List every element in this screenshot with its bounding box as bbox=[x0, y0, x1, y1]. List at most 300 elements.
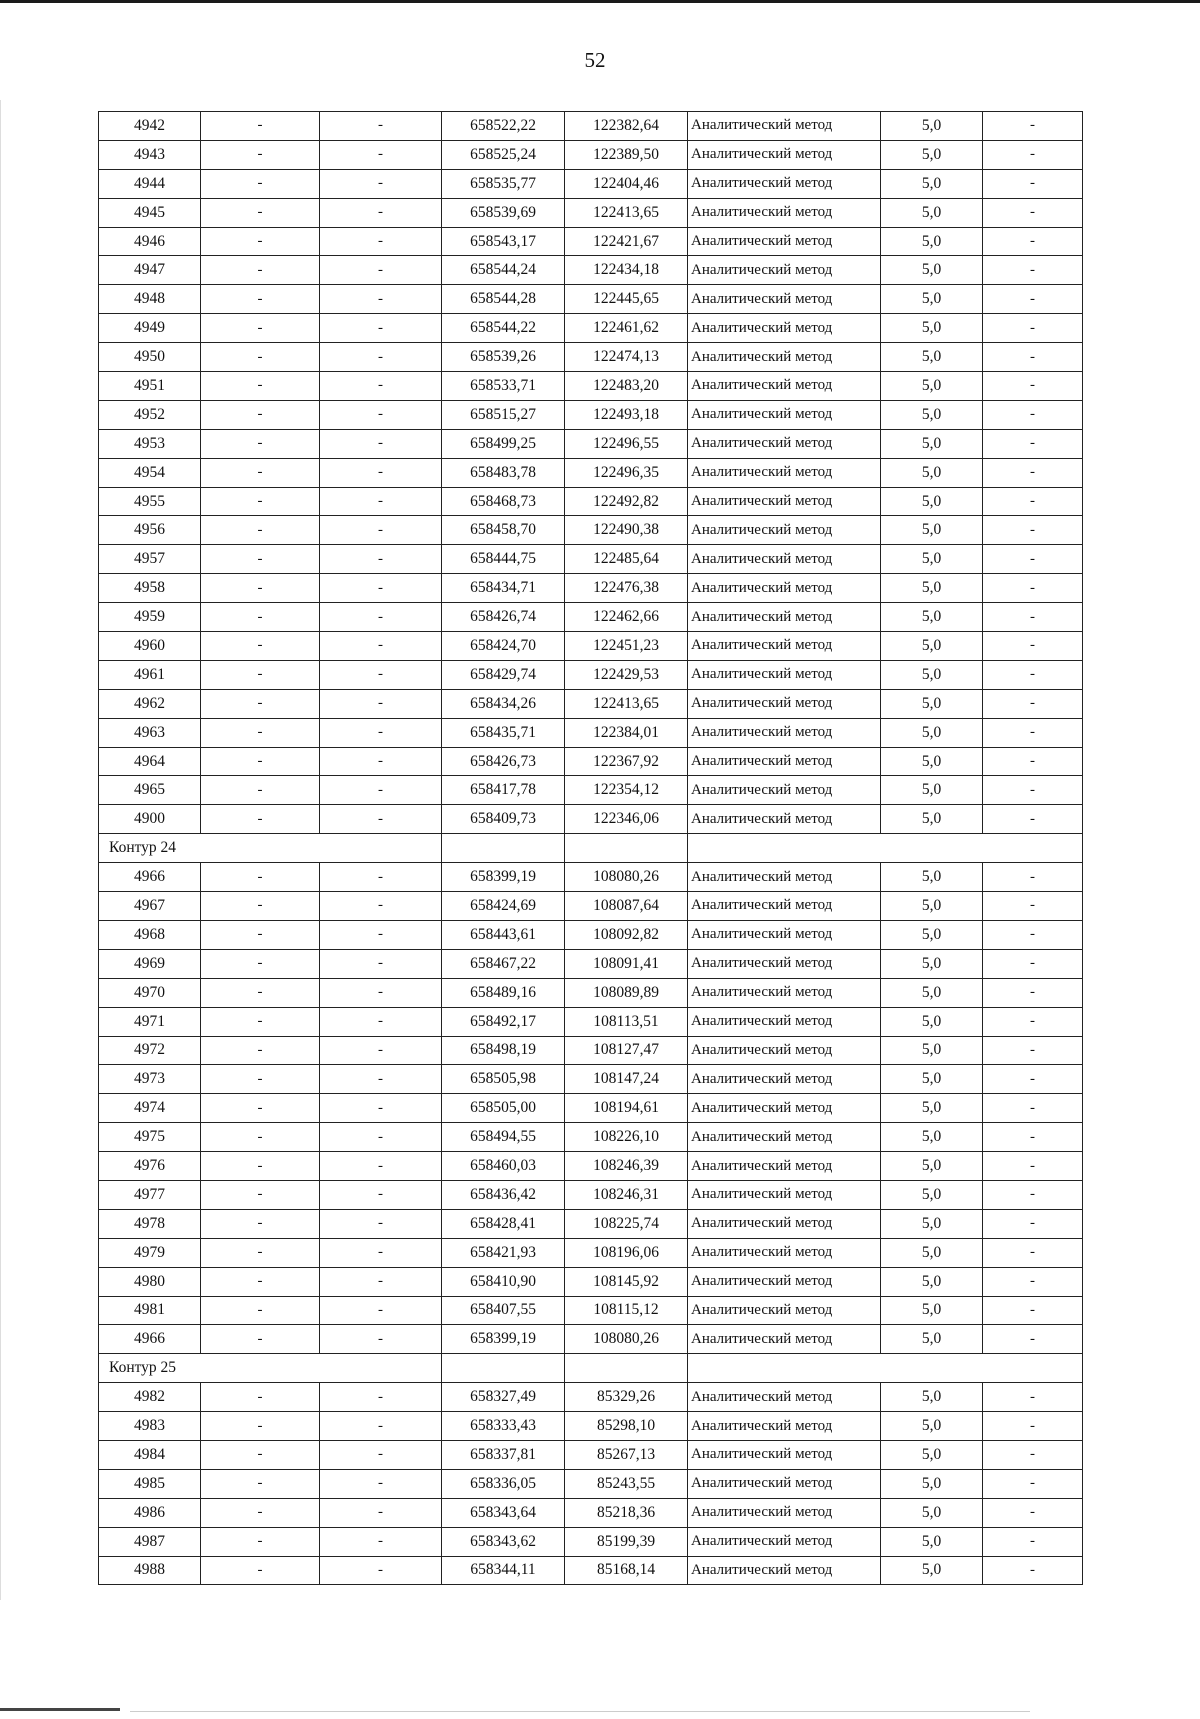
point-number-cell: 4973 bbox=[99, 1065, 201, 1094]
scan-bottom-line bbox=[130, 1711, 1030, 1712]
method-cell: Аналитический метод bbox=[688, 603, 881, 632]
empty-coordinate-cell: - bbox=[201, 1556, 320, 1585]
empty-coordinate-cell: - bbox=[320, 1412, 442, 1441]
empty-coordinate-cell: - bbox=[320, 112, 442, 141]
accuracy-cell: 5,0 bbox=[881, 892, 983, 921]
accuracy-cell: 5,0 bbox=[881, 400, 983, 429]
table-row bbox=[99, 545, 1083, 574]
empty-coordinate-cell: - bbox=[320, 1036, 442, 1065]
point-number-cell: 4966 bbox=[99, 863, 201, 892]
table-row bbox=[99, 1469, 1083, 1498]
empty-coordinate-cell: - bbox=[201, 1527, 320, 1556]
accuracy-cell: 5,0 bbox=[881, 1556, 983, 1585]
y-coordinate-cell: 108225,74 bbox=[565, 1209, 688, 1238]
method-cell: Аналитический метод bbox=[688, 718, 881, 747]
table-row bbox=[99, 603, 1083, 632]
empty-coordinate-cell: - bbox=[320, 747, 442, 776]
note-cell: - bbox=[983, 1325, 1083, 1354]
accuracy-cell: 5,0 bbox=[881, 314, 983, 343]
empty-coordinate-cell: - bbox=[201, 1498, 320, 1527]
point-number-cell: 4957 bbox=[99, 545, 201, 574]
y-coordinate-cell: 122485,64 bbox=[565, 545, 688, 574]
table-row bbox=[99, 372, 1083, 401]
point-number-cell: 4972 bbox=[99, 1036, 201, 1065]
note-cell: - bbox=[983, 660, 1083, 689]
point-number-cell: 4984 bbox=[99, 1440, 201, 1469]
empty-coordinate-cell: - bbox=[201, 718, 320, 747]
coordinates-table bbox=[98, 111, 1083, 1585]
y-coordinate-cell: 122434,18 bbox=[565, 256, 688, 285]
table-row bbox=[99, 1238, 1083, 1267]
empty-coordinate-cell: - bbox=[320, 256, 442, 285]
method-cell: Аналитический метод bbox=[688, 1469, 881, 1498]
method-cell: Аналитический метод bbox=[688, 1094, 881, 1123]
y-coordinate-cell: 108194,61 bbox=[565, 1094, 688, 1123]
empty-coordinate-cell: - bbox=[201, 198, 320, 227]
y-coordinate-cell: 122445,65 bbox=[565, 285, 688, 314]
point-number-cell: 4968 bbox=[99, 920, 201, 949]
accuracy-cell: 5,0 bbox=[881, 169, 983, 198]
table-row bbox=[99, 198, 1083, 227]
note-cell: - bbox=[983, 574, 1083, 603]
y-coordinate-cell: 122413,65 bbox=[565, 689, 688, 718]
table-row bbox=[99, 458, 1083, 487]
empty-coordinate-cell: - bbox=[320, 1498, 442, 1527]
x-coordinate-cell: 658539,69 bbox=[442, 198, 565, 227]
empty-coordinate-cell: - bbox=[320, 1152, 442, 1181]
x-coordinate-cell: 658443,61 bbox=[442, 920, 565, 949]
x-coordinate-cell: 658468,73 bbox=[442, 487, 565, 516]
accuracy-cell: 5,0 bbox=[881, 1094, 983, 1123]
note-cell: - bbox=[983, 112, 1083, 141]
empty-coordinate-cell: - bbox=[320, 429, 442, 458]
note-cell: - bbox=[983, 1094, 1083, 1123]
accuracy-cell: 5,0 bbox=[881, 603, 983, 632]
empty-coordinate-cell: - bbox=[320, 1065, 442, 1094]
note-cell: - bbox=[983, 1296, 1083, 1325]
note-cell: - bbox=[983, 920, 1083, 949]
empty-coordinate-cell: - bbox=[201, 1123, 320, 1152]
note-cell: - bbox=[983, 256, 1083, 285]
empty-coordinate-cell: - bbox=[320, 458, 442, 487]
empty-coordinate-cell: - bbox=[320, 805, 442, 834]
point-number-cell: 4949 bbox=[99, 314, 201, 343]
empty-coordinate-cell: - bbox=[320, 227, 442, 256]
empty-coordinate-cell: - bbox=[201, 112, 320, 141]
table-row bbox=[99, 169, 1083, 198]
y-coordinate-cell: 85199,39 bbox=[565, 1527, 688, 1556]
point-number-cell: 4954 bbox=[99, 458, 201, 487]
method-cell: Аналитический метод bbox=[688, 487, 881, 516]
empty-coordinate-cell: - bbox=[320, 487, 442, 516]
empty-coordinate-cell: - bbox=[201, 487, 320, 516]
empty-coordinate-cell: - bbox=[201, 1325, 320, 1354]
point-number-cell: 4944 bbox=[99, 169, 201, 198]
y-coordinate-cell: 122492,82 bbox=[565, 487, 688, 516]
point-number-cell: 4946 bbox=[99, 227, 201, 256]
y-coordinate-cell: 122429,53 bbox=[565, 660, 688, 689]
x-coordinate-cell: 658424,70 bbox=[442, 632, 565, 661]
method-cell: Аналитический метод bbox=[688, 1556, 881, 1585]
accuracy-cell: 5,0 bbox=[881, 487, 983, 516]
x-coordinate-cell: 658410,90 bbox=[442, 1267, 565, 1296]
y-coordinate-cell: 108087,64 bbox=[565, 892, 688, 921]
empty-coordinate-cell: - bbox=[201, 1440, 320, 1469]
method-cell: Аналитический метод bbox=[688, 1152, 881, 1181]
note-cell: - bbox=[983, 863, 1083, 892]
method-cell: Аналитический метод bbox=[688, 689, 881, 718]
method-cell: Аналитический метод bbox=[688, 747, 881, 776]
point-number-cell: 4980 bbox=[99, 1267, 201, 1296]
method-cell: Аналитический метод bbox=[688, 429, 881, 458]
method-cell: Аналитический метод bbox=[688, 400, 881, 429]
x-coordinate-cell: 658436,42 bbox=[442, 1180, 565, 1209]
y-coordinate-cell: 85168,14 bbox=[565, 1556, 688, 1585]
note-cell: - bbox=[983, 400, 1083, 429]
note-cell: - bbox=[983, 198, 1083, 227]
accuracy-cell: 5,0 bbox=[881, 1152, 983, 1181]
accuracy-cell: 5,0 bbox=[881, 1498, 983, 1527]
empty-coordinate-cell: - bbox=[201, 516, 320, 545]
y-coordinate-cell: 122462,66 bbox=[565, 603, 688, 632]
empty-coordinate-cell: - bbox=[320, 1267, 442, 1296]
point-number-cell: 4969 bbox=[99, 949, 201, 978]
method-cell: Аналитический метод bbox=[688, 112, 881, 141]
x-coordinate-cell: 658343,64 bbox=[442, 1498, 565, 1527]
x-coordinate-cell: 658434,71 bbox=[442, 574, 565, 603]
point-number-cell: 4986 bbox=[99, 1498, 201, 1527]
empty-coordinate-cell: - bbox=[320, 314, 442, 343]
x-coordinate-cell: 658399,19 bbox=[442, 863, 565, 892]
empty-coordinate-cell: - bbox=[201, 227, 320, 256]
accuracy-cell: 5,0 bbox=[881, 1238, 983, 1267]
x-coordinate-cell: 658460,03 bbox=[442, 1152, 565, 1181]
table-row bbox=[99, 487, 1083, 516]
note-cell: - bbox=[983, 632, 1083, 661]
method-cell: Аналитический метод bbox=[688, 1412, 881, 1441]
method-cell: Аналитический метод bbox=[688, 574, 881, 603]
contour-empty-cell bbox=[688, 1354, 1083, 1383]
empty-coordinate-cell: - bbox=[201, 776, 320, 805]
accuracy-cell: 5,0 bbox=[881, 285, 983, 314]
empty-coordinate-cell: - bbox=[201, 372, 320, 401]
y-coordinate-cell: 85298,10 bbox=[565, 1412, 688, 1441]
method-cell: Аналитический метод bbox=[688, 516, 881, 545]
table-row bbox=[99, 660, 1083, 689]
note-cell: - bbox=[983, 718, 1083, 747]
empty-coordinate-cell: - bbox=[201, 920, 320, 949]
method-cell: Аналитический метод bbox=[688, 1296, 881, 1325]
empty-coordinate-cell: - bbox=[320, 574, 442, 603]
x-coordinate-cell: 658544,22 bbox=[442, 314, 565, 343]
y-coordinate-cell: 122354,12 bbox=[565, 776, 688, 805]
method-cell: Аналитический метод bbox=[688, 805, 881, 834]
empty-coordinate-cell: - bbox=[320, 920, 442, 949]
accuracy-cell: 5,0 bbox=[881, 1527, 983, 1556]
table-row bbox=[99, 140, 1083, 169]
table-row bbox=[99, 863, 1083, 892]
y-coordinate-cell: 122367,92 bbox=[565, 747, 688, 776]
contour-header-row bbox=[99, 834, 1083, 863]
contour-empty-cell bbox=[688, 834, 1083, 863]
scan-bottom-mark bbox=[0, 1708, 120, 1711]
note-cell: - bbox=[983, 1007, 1083, 1036]
accuracy-cell: 5,0 bbox=[881, 1440, 983, 1469]
method-cell: Аналитический метод bbox=[688, 660, 881, 689]
method-cell: Аналитический метод bbox=[688, 227, 881, 256]
method-cell: Аналитический метод bbox=[688, 1498, 881, 1527]
empty-coordinate-cell: - bbox=[320, 1440, 442, 1469]
accuracy-cell: 5,0 bbox=[881, 1296, 983, 1325]
point-number-cell: 4976 bbox=[99, 1152, 201, 1181]
method-cell: Аналитический метод bbox=[688, 256, 881, 285]
point-number-cell: 4961 bbox=[99, 660, 201, 689]
y-coordinate-cell: 108080,26 bbox=[565, 863, 688, 892]
empty-coordinate-cell: - bbox=[201, 1094, 320, 1123]
table-row bbox=[99, 112, 1083, 141]
y-coordinate-cell: 122474,13 bbox=[565, 343, 688, 372]
empty-coordinate-cell: - bbox=[201, 400, 320, 429]
x-coordinate-cell: 658337,81 bbox=[442, 1440, 565, 1469]
contour-header-row bbox=[99, 1354, 1083, 1383]
x-coordinate-cell: 658467,22 bbox=[442, 949, 565, 978]
table-row bbox=[99, 429, 1083, 458]
empty-coordinate-cell: - bbox=[201, 314, 320, 343]
note-cell: - bbox=[983, 1469, 1083, 1498]
x-coordinate-cell: 658489,16 bbox=[442, 978, 565, 1007]
empty-coordinate-cell: - bbox=[320, 776, 442, 805]
y-coordinate-cell: 85243,55 bbox=[565, 1469, 688, 1498]
point-number-cell: 4959 bbox=[99, 603, 201, 632]
method-cell: Аналитический метод bbox=[688, 1383, 881, 1412]
x-coordinate-cell: 658525,24 bbox=[442, 140, 565, 169]
empty-coordinate-cell: - bbox=[201, 1238, 320, 1267]
table-row bbox=[99, 285, 1083, 314]
point-number-cell: 4978 bbox=[99, 1209, 201, 1238]
accuracy-cell: 5,0 bbox=[881, 718, 983, 747]
y-coordinate-cell: 122413,65 bbox=[565, 198, 688, 227]
empty-coordinate-cell: - bbox=[320, 949, 442, 978]
method-cell: Аналитический метод bbox=[688, 776, 881, 805]
scan-top-edge bbox=[0, 0, 1200, 3]
empty-coordinate-cell: - bbox=[201, 805, 320, 834]
contour-empty-x-cell bbox=[442, 1354, 565, 1383]
note-cell: - bbox=[983, 1498, 1083, 1527]
x-coordinate-cell: 658544,24 bbox=[442, 256, 565, 285]
x-coordinate-cell: 658429,74 bbox=[442, 660, 565, 689]
table-row bbox=[99, 1007, 1083, 1036]
note-cell: - bbox=[983, 1123, 1083, 1152]
table-row bbox=[99, 1527, 1083, 1556]
note-cell: - bbox=[983, 776, 1083, 805]
note-cell: - bbox=[983, 169, 1083, 198]
contour-empty-y-cell bbox=[565, 834, 688, 863]
accuracy-cell: 5,0 bbox=[881, 689, 983, 718]
note-cell: - bbox=[983, 314, 1083, 343]
table-row bbox=[99, 1325, 1083, 1354]
y-coordinate-cell: 85218,36 bbox=[565, 1498, 688, 1527]
accuracy-cell: 5,0 bbox=[881, 920, 983, 949]
table-row bbox=[99, 1209, 1083, 1238]
y-coordinate-cell: 122389,50 bbox=[565, 140, 688, 169]
empty-coordinate-cell: - bbox=[320, 1007, 442, 1036]
x-coordinate-cell: 658543,17 bbox=[442, 227, 565, 256]
note-cell: - bbox=[983, 1527, 1083, 1556]
empty-coordinate-cell: - bbox=[201, 660, 320, 689]
empty-coordinate-cell: - bbox=[320, 1527, 442, 1556]
table-row bbox=[99, 892, 1083, 921]
method-cell: Аналитический метод bbox=[688, 545, 881, 574]
point-number-cell: 4965 bbox=[99, 776, 201, 805]
accuracy-cell: 5,0 bbox=[881, 372, 983, 401]
y-coordinate-cell: 122421,67 bbox=[565, 227, 688, 256]
accuracy-cell: 5,0 bbox=[881, 1267, 983, 1296]
table-row bbox=[99, 1094, 1083, 1123]
table-row bbox=[99, 343, 1083, 372]
method-cell: Аналитический метод bbox=[688, 949, 881, 978]
empty-coordinate-cell: - bbox=[320, 1209, 442, 1238]
x-coordinate-cell: 658399,19 bbox=[442, 1325, 565, 1354]
accuracy-cell: 5,0 bbox=[881, 140, 983, 169]
method-cell: Аналитический метод bbox=[688, 632, 881, 661]
x-coordinate-cell: 658343,62 bbox=[442, 1527, 565, 1556]
accuracy-cell: 5,0 bbox=[881, 949, 983, 978]
accuracy-cell: 5,0 bbox=[881, 1383, 983, 1412]
page-number: 52 bbox=[584, 48, 606, 72]
point-number-cell: 4982 bbox=[99, 1383, 201, 1412]
contour-empty-y-cell bbox=[565, 1354, 688, 1383]
point-number-cell: 4953 bbox=[99, 429, 201, 458]
point-number-cell: 4983 bbox=[99, 1412, 201, 1441]
empty-coordinate-cell: - bbox=[201, 632, 320, 661]
point-number-cell: 4945 bbox=[99, 198, 201, 227]
y-coordinate-cell: 122346,06 bbox=[565, 805, 688, 834]
point-number-cell: 4967 bbox=[99, 892, 201, 921]
empty-coordinate-cell: - bbox=[320, 660, 442, 689]
empty-coordinate-cell: - bbox=[201, 256, 320, 285]
empty-coordinate-cell: - bbox=[201, 1296, 320, 1325]
empty-coordinate-cell: - bbox=[320, 603, 442, 632]
empty-coordinate-cell: - bbox=[320, 1325, 442, 1354]
method-cell: Аналитический метод bbox=[688, 920, 881, 949]
empty-coordinate-cell: - bbox=[201, 892, 320, 921]
x-coordinate-cell: 658483,78 bbox=[442, 458, 565, 487]
empty-coordinate-cell: - bbox=[201, 169, 320, 198]
note-cell: - bbox=[983, 285, 1083, 314]
table-row bbox=[99, 1065, 1083, 1094]
y-coordinate-cell: 108147,24 bbox=[565, 1065, 688, 1094]
x-coordinate-cell: 658336,05 bbox=[442, 1469, 565, 1498]
method-cell: Аналитический метод bbox=[688, 1267, 881, 1296]
empty-coordinate-cell: - bbox=[320, 1123, 442, 1152]
y-coordinate-cell: 122490,38 bbox=[565, 516, 688, 545]
note-cell: - bbox=[983, 1036, 1083, 1065]
table-row bbox=[99, 1412, 1083, 1441]
y-coordinate-cell: 108089,89 bbox=[565, 978, 688, 1007]
method-cell: Аналитический метод bbox=[688, 169, 881, 198]
accuracy-cell: 5,0 bbox=[881, 256, 983, 285]
accuracy-cell: 5,0 bbox=[881, 776, 983, 805]
empty-coordinate-cell: - bbox=[320, 892, 442, 921]
y-coordinate-cell: 122461,62 bbox=[565, 314, 688, 343]
accuracy-cell: 5,0 bbox=[881, 458, 983, 487]
point-number-cell: 4950 bbox=[99, 343, 201, 372]
empty-coordinate-cell: - bbox=[201, 545, 320, 574]
table-row bbox=[99, 574, 1083, 603]
empty-coordinate-cell: - bbox=[201, 429, 320, 458]
point-number-cell: 4962 bbox=[99, 689, 201, 718]
method-cell: Аналитический метод bbox=[688, 1527, 881, 1556]
point-number-cell: 4948 bbox=[99, 285, 201, 314]
x-coordinate-cell: 658428,41 bbox=[442, 1209, 565, 1238]
note-cell: - bbox=[983, 1238, 1083, 1267]
note-cell: - bbox=[983, 1412, 1083, 1441]
x-coordinate-cell: 658424,69 bbox=[442, 892, 565, 921]
point-number-cell: 4951 bbox=[99, 372, 201, 401]
accuracy-cell: 5,0 bbox=[881, 747, 983, 776]
note-cell: - bbox=[983, 1440, 1083, 1469]
note-cell: - bbox=[983, 603, 1083, 632]
y-coordinate-cell: 122451,23 bbox=[565, 632, 688, 661]
empty-coordinate-cell: - bbox=[201, 689, 320, 718]
x-coordinate-cell: 658407,55 bbox=[442, 1296, 565, 1325]
point-number-cell: 4974 bbox=[99, 1094, 201, 1123]
table-row bbox=[99, 689, 1083, 718]
empty-coordinate-cell: - bbox=[320, 1094, 442, 1123]
empty-coordinate-cell: - bbox=[201, 574, 320, 603]
empty-coordinate-cell: - bbox=[320, 1383, 442, 1412]
note-cell: - bbox=[983, 429, 1083, 458]
empty-coordinate-cell: - bbox=[320, 169, 442, 198]
x-coordinate-cell: 658492,17 bbox=[442, 1007, 565, 1036]
method-cell: Аналитический метод bbox=[688, 1440, 881, 1469]
contour-label: Контур 25 bbox=[99, 1354, 442, 1383]
empty-coordinate-cell: - bbox=[201, 1267, 320, 1296]
point-number-cell: 4981 bbox=[99, 1296, 201, 1325]
y-coordinate-cell: 85329,26 bbox=[565, 1383, 688, 1412]
point-number-cell: 4963 bbox=[99, 718, 201, 747]
y-coordinate-cell: 108145,92 bbox=[565, 1267, 688, 1296]
empty-coordinate-cell: - bbox=[201, 1007, 320, 1036]
x-coordinate-cell: 658344,11 bbox=[442, 1556, 565, 1585]
empty-coordinate-cell: - bbox=[320, 516, 442, 545]
empty-coordinate-cell: - bbox=[201, 285, 320, 314]
y-coordinate-cell: 108127,47 bbox=[565, 1036, 688, 1065]
table-row bbox=[99, 227, 1083, 256]
y-coordinate-cell: 108246,31 bbox=[565, 1180, 688, 1209]
x-coordinate-cell: 658421,93 bbox=[442, 1238, 565, 1267]
table-row bbox=[99, 516, 1083, 545]
x-coordinate-cell: 658505,00 bbox=[442, 1094, 565, 1123]
table-row bbox=[99, 1180, 1083, 1209]
accuracy-cell: 5,0 bbox=[881, 863, 983, 892]
accuracy-cell: 5,0 bbox=[881, 429, 983, 458]
empty-coordinate-cell: - bbox=[320, 400, 442, 429]
accuracy-cell: 5,0 bbox=[881, 1180, 983, 1209]
note-cell: - bbox=[983, 227, 1083, 256]
note-cell: - bbox=[983, 343, 1083, 372]
accuracy-cell: 5,0 bbox=[881, 1123, 983, 1152]
empty-coordinate-cell: - bbox=[320, 1238, 442, 1267]
y-coordinate-cell: 108226,10 bbox=[565, 1123, 688, 1152]
method-cell: Аналитический метод bbox=[688, 1123, 881, 1152]
method-cell: Аналитический метод bbox=[688, 1036, 881, 1065]
empty-coordinate-cell: - bbox=[201, 140, 320, 169]
empty-coordinate-cell: - bbox=[320, 285, 442, 314]
y-coordinate-cell: 108113,51 bbox=[565, 1007, 688, 1036]
method-cell: Аналитический метод bbox=[688, 863, 881, 892]
contour-label: Контур 24 bbox=[99, 834, 442, 863]
